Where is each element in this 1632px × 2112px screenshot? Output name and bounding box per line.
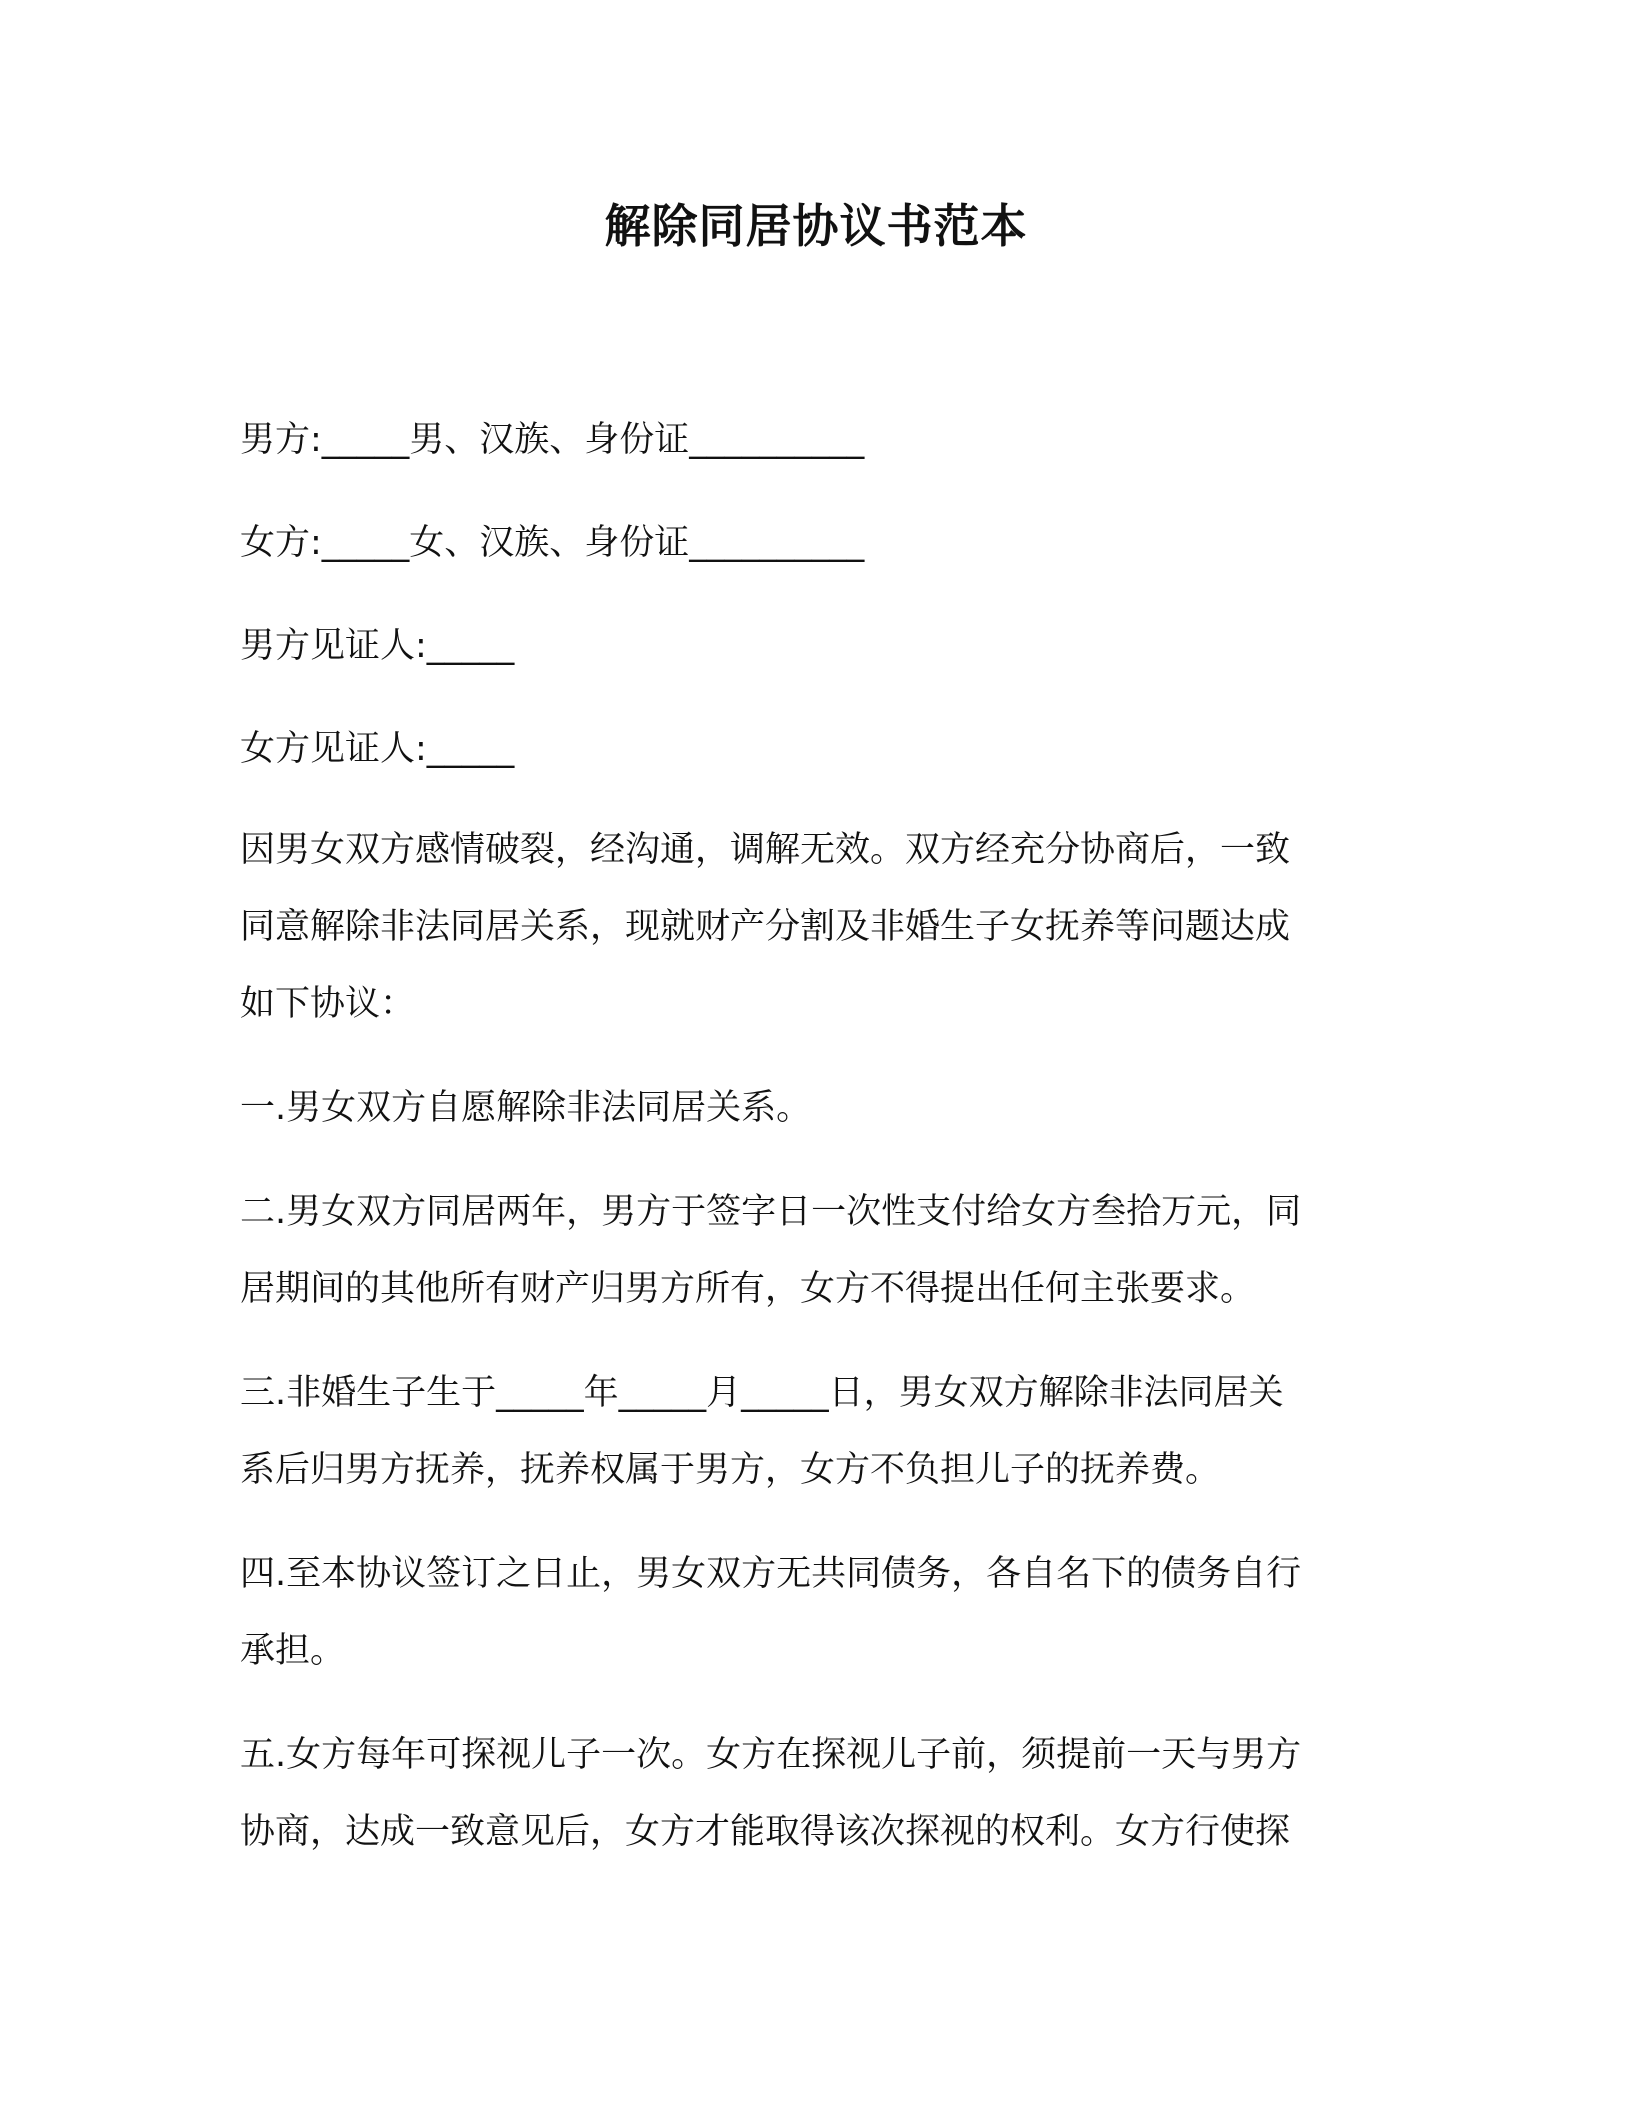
clause-line: 居期间的其他所有财产归男方所有，女方不得提出任何主张要求。 (240, 1269, 1256, 1309)
witness-female: 女方见证人:_____ (240, 729, 515, 769)
clause-2 (240, 1174, 1400, 1328)
intro-line: 因男女双方感情破裂，经沟通，调解无效。双方经充分协商后，一致 (240, 830, 1291, 870)
party-female: 女方:_____女、汉族、身份证__________ (240, 523, 865, 563)
intro-line: 如下协议： (240, 984, 416, 1024)
party-male: 男方:_____男、汉族、身份证__________ (240, 420, 865, 460)
intro-line: 同意解除非法同居关系，现就财产分割及非婚生子女抚养等问题达成 (240, 907, 1291, 947)
clause-4 (240, 1536, 1400, 1690)
clause-5 (240, 1717, 1400, 1871)
clause-line: 三.非婚生子生于_____年_____月_____日，男女双方解除非法同居关 (240, 1373, 1284, 1413)
intro-paragraph (240, 812, 1400, 1043)
clause-line: 五.女方每年可探视儿子一次。女方在探视儿子前，须提前一天与男方 (240, 1735, 1302, 1775)
clause-1 (240, 1070, 1400, 1147)
clause-line: 系后归男方抚养，抚养权属于男方，女方不负担儿子的抚养费。 (240, 1450, 1221, 1490)
document-body (240, 415, 1400, 1898)
clause-3 (240, 1355, 1400, 1509)
clause-line: 四.至本协议签订之日止，男女双方无共同债务，各自名下的债务自行 (240, 1554, 1302, 1594)
document-title: 解除同居协议书范本 (604, 199, 1028, 253)
clause-line: 二.男女双方同居两年，男方于签字日一次性支付给女方叁拾万元，同 (240, 1192, 1302, 1232)
witness-male: 男方见证人:_____ (240, 626, 515, 666)
clause-line: 一.男女双方自愿解除非法同居关系。 (240, 1088, 812, 1128)
clause-line: 协商，达成一致意见后，女方才能取得该次探视的权利。女方行使探 (240, 1812, 1291, 1852)
clause-line: 承担。 (240, 1631, 346, 1671)
